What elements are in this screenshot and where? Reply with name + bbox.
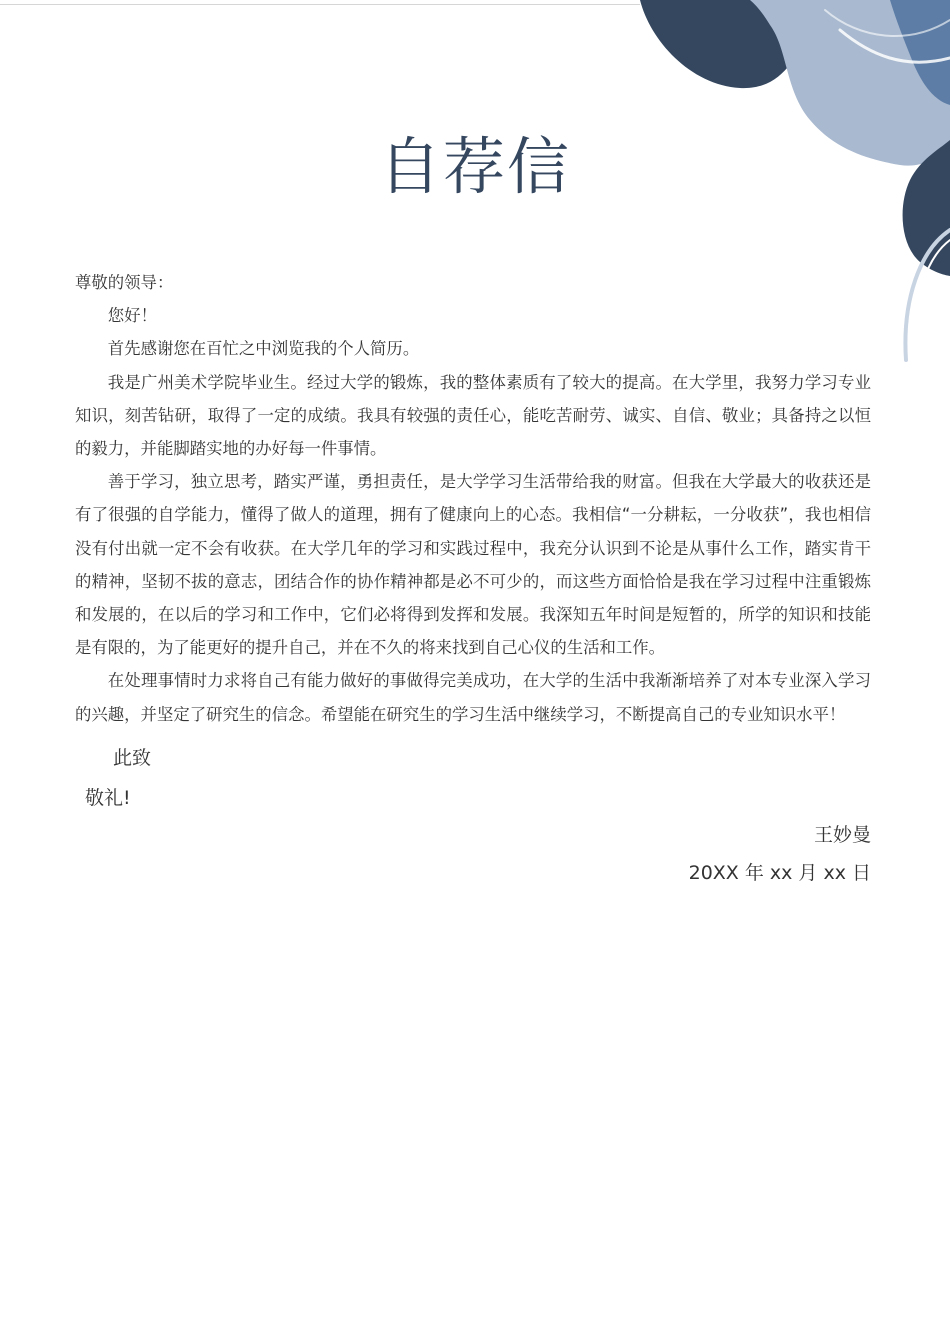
salutation: 尊敬的领导：	[75, 273, 174, 292]
top-divider	[0, 4, 640, 5]
page-title: 自荐信	[378, 130, 571, 203]
closing-phrase: 此致	[113, 747, 152, 769]
greeting: 您好！	[107, 306, 157, 326]
paragraph-2: 我是广州美术学院毕业生。经过大学的锻炼，我的整体素质有了较大的提高。在大学里，我努力学习专业知识，刻苦钻研，取得了一定的成绩。我具有较强的责任心，能吃苦耐劳、诚实、自信、敬业；具备持之以恒的毅力，并能脚踏实地的办好每一件事情。	[75, 372, 871, 459]
paragraph-4: 在处理事情时力求将自己有能力做好的事做得完美成功，在大学的生活中我渐渐培养了对本专业深入学习的兴趣，并坚定了研究生的信念。希望能在研究生的学习生活中继续学习，不断提高自己的专业知识水平！	[75, 671, 871, 724]
paragraph-1: 首先感谢您在百忙之中浏览我的个人简历。	[107, 339, 420, 359]
paragraph-3: 善于学习，独立思考，踏实严谨，勇担责任，是大学学习生活带给我的财富。但我在大学最大的收获还是有了很强的自学能力，懂得了做人的道理，拥有了健康向上的心态。我相信“一分耕耘，一分收获”，我也相信没有付出就一定不会有收获。在大学几年的学习和实践过程中，我充分认识到不论是从事什么工作，踏实肯干的精神，坚韧不拔的意志，团结合作的协作精神都是必不可少的，而这些方面恰恰是我在学习过程中注重锻炼和发展的，在以后的学习和工作中，它们必将得到发挥和发展。我深知五年时间是短暂的，所学的知识和技能是有限的，为了能更好的提升自己，并在不久的将来找到自己心仪的生活和工作。	[75, 472, 871, 658]
letter-body	[75, 266, 871, 731]
signature-name: 王妙曼	[813, 824, 871, 846]
regards-phrase: 敬礼!	[85, 787, 131, 809]
signature-date: 20XX 年 xx 月 xx 日	[688, 862, 871, 884]
